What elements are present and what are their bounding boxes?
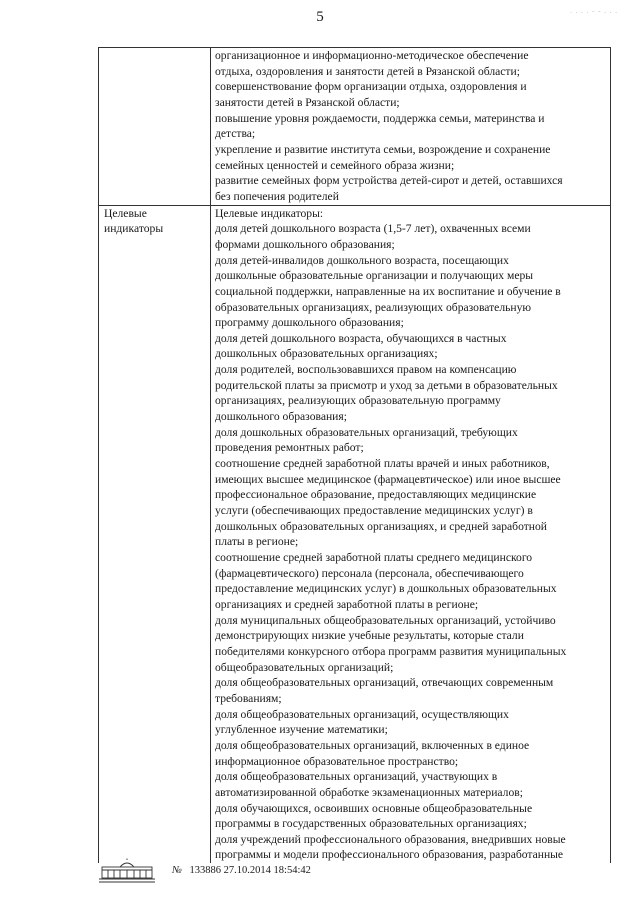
text-line: доля обучающихся, освоивших основные общеобразовательные bbox=[215, 801, 533, 815]
text-line: информационное образовательное пространство; bbox=[215, 754, 459, 768]
text-line: программы и модели профессионального образования, разработанные bbox=[215, 848, 564, 862]
indicators-cell bbox=[211, 205, 611, 863]
text-line: доля дошкольных образовательных организаций, требующих bbox=[215, 425, 518, 439]
text-line: дошкольного образования; bbox=[215, 410, 347, 424]
text-line: доля детей дошкольного возраста, обучающихся в частных bbox=[215, 331, 507, 345]
text-line: доля учреждений профессионального образования, внедривших новые bbox=[215, 832, 566, 846]
text-line: победителями конкурсного отбора программ развития муниципальных bbox=[215, 644, 567, 658]
text-line: доля общеобразовательных организаций, включенных в единое bbox=[215, 738, 530, 752]
goals-cell bbox=[211, 48, 611, 206]
text-line: социальной поддержки, направленные на их воспитание и обучение в bbox=[215, 284, 561, 298]
text-line: родительской платы за присмотр и уход за детьми в образовательных bbox=[215, 378, 558, 392]
text-line: соотношение средней заработной платы среднего медицинского bbox=[215, 551, 533, 564]
text-line: отдыха, оздоровления и занятости детей в Рязанской области; bbox=[215, 64, 520, 78]
text-line: профессиональное образование, предоставляющих медицинские bbox=[215, 488, 537, 502]
text-line: занятости детей в Рязанской области; bbox=[215, 95, 400, 109]
text-line: формами дошкольного образования; bbox=[215, 237, 395, 251]
text-line: доля общеобразовательных организаций, участвующих в bbox=[215, 770, 498, 784]
text-line: углубленное изучение математики; bbox=[215, 723, 388, 737]
text-line: (фармацевтического) персонала (персонала, обеспечивающего bbox=[215, 566, 524, 580]
text-line: доля детей дошкольного возраста (1,5-7 лет), охваченных всеми bbox=[215, 222, 531, 236]
text-line: развитие семейных форм устройства детей-сирот и детей, оставшихся bbox=[215, 174, 563, 188]
text-line: доля родителей, воспользовавшихся правом на компенсацию bbox=[215, 363, 517, 377]
text-line: доля муниципальных общеобразовательных организаций, устойчиво bbox=[215, 613, 556, 627]
document-table bbox=[98, 47, 611, 863]
text-line: дошкольных образовательных организациях; bbox=[215, 347, 438, 361]
text-line: предоставление медицинских услуг) в дошкольных образовательных bbox=[215, 582, 557, 596]
building-seal-icon bbox=[98, 858, 156, 884]
text-line: программы в государственных образовательных организациях; bbox=[215, 817, 527, 831]
page-number: 5 bbox=[316, 9, 324, 25]
text-line: образовательных организациях, реализующих образовательную bbox=[215, 300, 532, 314]
text-line: доля общеобразовательных организаций, осуществляющих bbox=[215, 707, 509, 721]
text-line: организационное и информационно-методическое обеспечение bbox=[215, 49, 529, 62]
text-line: программу дошкольного образования; bbox=[215, 316, 404, 330]
text-line: без попечения родителей bbox=[215, 189, 339, 203]
text-line: общеобразовательных организаций; bbox=[215, 660, 394, 674]
text-line: платы в регионе; bbox=[215, 535, 299, 549]
scan-marks: . . . . - - . . . bbox=[570, 7, 618, 15]
text-line: доля общеобразовательных организаций, отвечающих современным bbox=[215, 676, 554, 690]
text-line: совершенствование форм организации отдыха, оздоровления и bbox=[215, 80, 527, 94]
text-line: семейных ценностей и семейного образа жизни; bbox=[215, 158, 455, 172]
text-line: проведения ремонтных работ; bbox=[215, 441, 364, 455]
text-line: услуги (обеспечивающих предоставление медицинских услуг) в bbox=[215, 504, 533, 518]
text-line: требованиям; bbox=[215, 691, 282, 705]
table-row-indicators bbox=[99, 205, 611, 863]
text-line: дошкольные образовательные организации и получающих меры bbox=[215, 269, 534, 283]
footer-text bbox=[172, 865, 311, 876]
text-line: Целевые индикаторы: bbox=[215, 206, 324, 220]
number-sign: № bbox=[172, 865, 182, 876]
row-label-empty bbox=[99, 48, 211, 206]
text-line: укрепление и развитие института семьи, возрождение и сохранение bbox=[215, 142, 551, 156]
text-line: дошкольных образовательных организациях, и средней заработной bbox=[215, 519, 548, 533]
text-line: автоматизированной обработке экзаменационных материалов; bbox=[215, 785, 523, 799]
row-label-line: Целевые bbox=[104, 206, 147, 220]
text-line: демонстрирующих низкие учебные результаты, которые стали bbox=[215, 629, 524, 643]
row-label-line: индикаторы bbox=[104, 222, 164, 236]
document-datetime: 27.10.2014 18:54:42 bbox=[223, 865, 311, 876]
document-number: 133886 bbox=[189, 865, 222, 876]
row-label-indicators bbox=[99, 205, 211, 863]
text-line: организациях и средней заработной платы в регионе; bbox=[215, 597, 479, 611]
text-line: организациях, реализующих образовательную программу bbox=[215, 394, 501, 408]
text-line: имеющих высшее медицинское (фармацевтическое) или иное высшее bbox=[215, 472, 561, 486]
text-line: доля детей-инвалидов дошкольного возраста, посещающих bbox=[215, 253, 509, 267]
text-line: соотношение средней заработной платы врачей и иных работников, bbox=[215, 457, 550, 471]
text-line: детства; bbox=[215, 127, 256, 141]
table-row-goals bbox=[99, 48, 611, 206]
text-line: повышение уровня рождаемости, поддержка семьи, материнства и bbox=[215, 111, 545, 125]
